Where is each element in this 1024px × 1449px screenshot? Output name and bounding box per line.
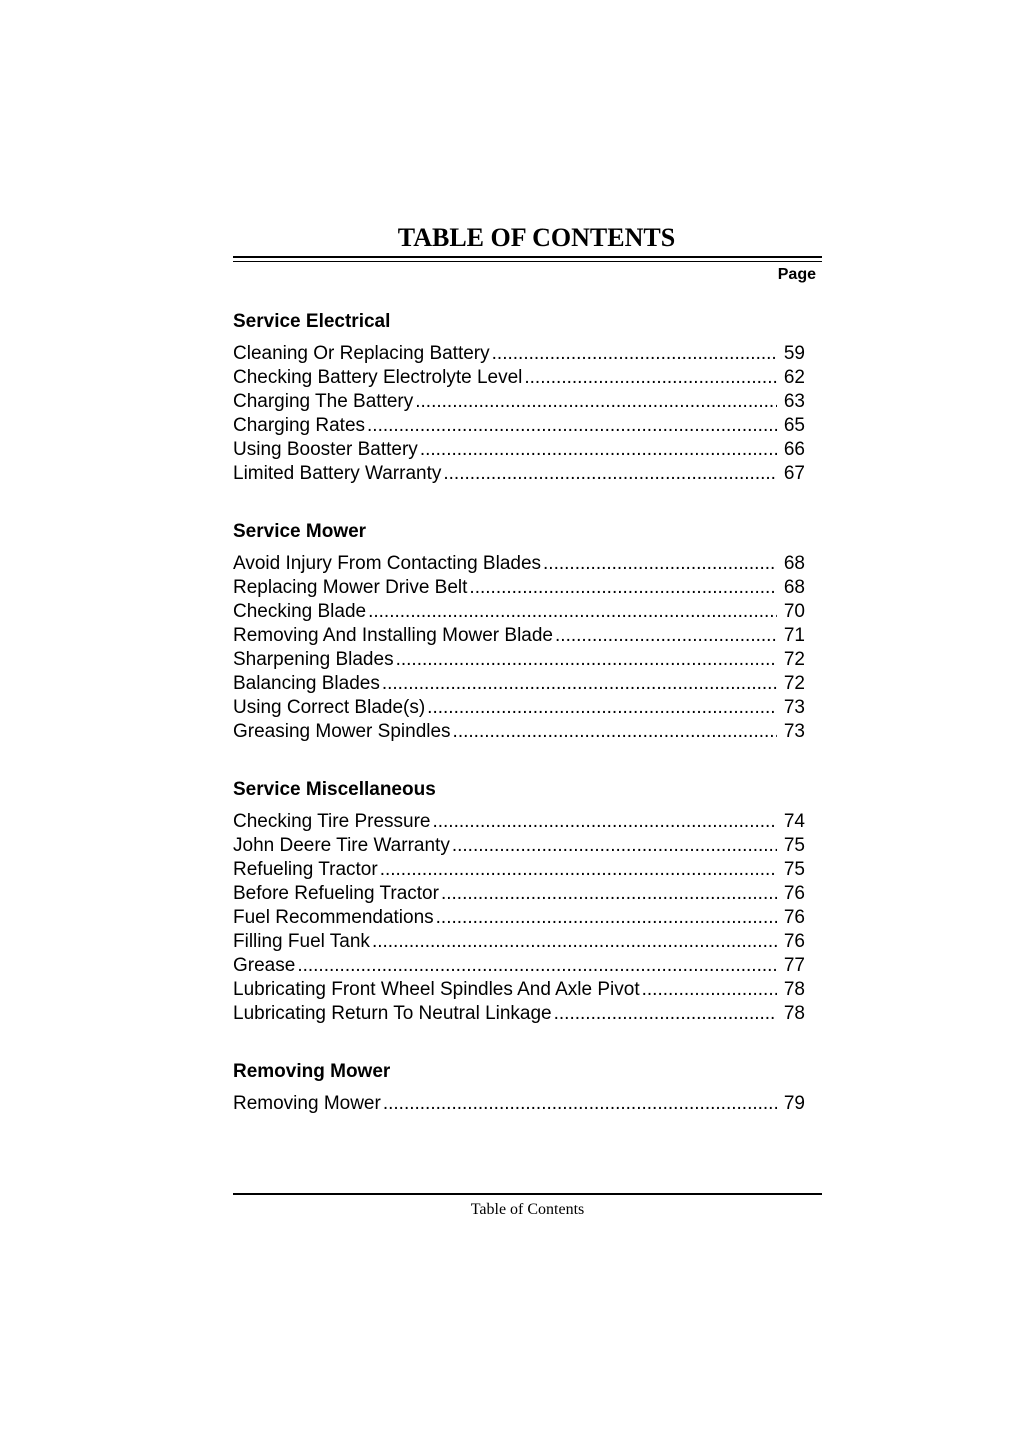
entry-page-number: 73 xyxy=(783,697,805,718)
entry-title: Fuel Recommendations xyxy=(233,907,434,928)
entry-title: Charging The Battery xyxy=(233,391,414,412)
entry-title: Checking Tire Pressure xyxy=(233,811,431,832)
entry-title: Checking Blade xyxy=(233,601,367,622)
entry-page-number: 62 xyxy=(783,367,805,388)
page-title: TABLE OF CONTENTS xyxy=(397,223,676,252)
dot-leader xyxy=(432,810,777,834)
dot-leader xyxy=(642,978,777,1002)
entry-title: Using Booster Battery xyxy=(233,439,418,460)
footer-rule xyxy=(233,1193,822,1195)
entry-list xyxy=(233,1092,805,1116)
toc-entry[interactable] xyxy=(233,696,805,720)
section-heading: Service Mower xyxy=(233,521,367,542)
toc-entry[interactable] xyxy=(233,978,805,1002)
section-service-electrical xyxy=(233,310,822,486)
entry-list xyxy=(233,342,805,486)
section-service-miscellaneous xyxy=(233,778,822,1026)
section-heading: Removing Mower xyxy=(233,1061,391,1082)
entry-page-number: 76 xyxy=(783,907,805,928)
dot-leader xyxy=(554,1002,777,1026)
entry-page-number: 77 xyxy=(783,955,805,976)
toc-entry[interactable] xyxy=(233,576,805,600)
dot-leader xyxy=(452,834,777,858)
section-heading: Service Electrical xyxy=(233,311,391,332)
toc-entry[interactable] xyxy=(233,552,805,576)
entry-page-number: 75 xyxy=(783,859,805,880)
toc-entry[interactable] xyxy=(233,1002,805,1026)
entry-title: Replacing Mower Drive Belt xyxy=(233,577,468,598)
entry-page-number: 65 xyxy=(783,415,805,436)
dot-leader xyxy=(443,462,777,486)
toc-entry[interactable] xyxy=(233,882,805,906)
dot-leader xyxy=(380,858,777,882)
entry-title: Removing And Installing Mower Blade xyxy=(233,625,554,646)
entry-page-number: 76 xyxy=(783,883,805,904)
dot-leader xyxy=(367,414,777,438)
entry-page-number: 71 xyxy=(783,625,805,646)
entry-title: Balancing Blades xyxy=(233,673,380,694)
toc-entry[interactable] xyxy=(233,858,805,882)
entry-title: Avoid Injury From Contacting Blades xyxy=(233,553,542,574)
entry-title: John Deere Tire Warranty xyxy=(233,835,450,856)
dot-leader xyxy=(382,672,777,696)
entry-page-number: 67 xyxy=(783,463,805,484)
toc-entry[interactable] xyxy=(233,462,805,486)
section-heading: Service Miscellaneous xyxy=(233,779,436,800)
entry-page-number: 70 xyxy=(783,601,805,622)
page-column-label: Page xyxy=(777,266,816,283)
entry-page-number: 78 xyxy=(783,979,805,1000)
toc-entry[interactable] xyxy=(233,810,805,834)
toc-entry[interactable] xyxy=(233,720,805,744)
dot-leader xyxy=(543,552,777,576)
dot-leader xyxy=(436,906,777,930)
entry-page-number: 66 xyxy=(783,439,805,460)
toc-entry[interactable] xyxy=(233,414,805,438)
entry-title: Removing Mower xyxy=(233,1093,381,1114)
entry-page-number: 79 xyxy=(783,1093,805,1114)
entry-page-number: 73 xyxy=(783,721,805,742)
toc-entry[interactable] xyxy=(233,672,805,696)
entry-page-number: 72 xyxy=(783,649,805,670)
entry-page-number: 75 xyxy=(783,835,805,856)
dot-leader xyxy=(555,624,777,648)
toc-entry[interactable] xyxy=(233,600,805,624)
entry-title: Sharpening Blades xyxy=(233,649,394,670)
dot-leader xyxy=(453,720,777,744)
section-removing-mower xyxy=(233,1060,822,1116)
dot-leader xyxy=(396,648,777,672)
toc-entry[interactable] xyxy=(233,342,805,366)
toc-entry[interactable] xyxy=(233,366,805,390)
toc-entry[interactable] xyxy=(233,438,805,462)
dot-leader xyxy=(441,882,777,906)
footer-label: Table of Contents xyxy=(470,1201,585,1218)
entry-page-number: 76 xyxy=(783,931,805,952)
entry-title: Checking Battery Electrolyte Level xyxy=(233,367,523,388)
entry-title: Before Refueling Tractor xyxy=(233,883,439,904)
entry-page-number: 72 xyxy=(783,673,805,694)
dot-leader xyxy=(427,696,777,720)
entry-page-number: 59 xyxy=(783,343,805,364)
dot-leader xyxy=(492,342,777,366)
dot-leader xyxy=(372,930,777,954)
title-double-rule xyxy=(233,256,822,262)
toc-entry[interactable] xyxy=(233,906,805,930)
toc-entry[interactable] xyxy=(233,648,805,672)
dot-leader xyxy=(469,576,777,600)
entry-title: Filling Fuel Tank xyxy=(233,931,370,952)
dot-leader xyxy=(524,366,777,390)
entry-page-number: 68 xyxy=(783,553,805,574)
toc-entry[interactable] xyxy=(233,834,805,858)
toc-entry[interactable] xyxy=(233,390,805,414)
toc-entry[interactable] xyxy=(233,954,805,978)
toc-entry[interactable] xyxy=(233,624,805,648)
dot-leader xyxy=(368,600,777,624)
entry-title: Using Correct Blade(s) xyxy=(233,697,426,718)
entry-list xyxy=(233,810,805,1026)
entry-page-number: 63 xyxy=(783,391,805,412)
entry-page-number: 74 xyxy=(783,811,805,832)
entry-title: Lubricating Front Wheel Spindles And Axle Pivot xyxy=(233,979,640,1000)
dot-leader xyxy=(297,954,777,978)
entry-title: Greasing Mower Spindles xyxy=(233,721,451,742)
dot-leader xyxy=(420,438,777,462)
entry-page-number: 78 xyxy=(783,1003,805,1024)
entry-title: Grease xyxy=(233,955,296,976)
entry-page-number: 68 xyxy=(783,577,805,598)
entry-title: Limited Battery Warranty xyxy=(233,463,442,484)
toc-entry[interactable] xyxy=(233,930,805,954)
entry-title: Charging Rates xyxy=(233,415,366,436)
entry-title: Lubricating Return To Neutral Linkage xyxy=(233,1003,552,1024)
section-service-mower xyxy=(233,520,822,744)
dot-leader xyxy=(383,1092,777,1116)
entry-title: Cleaning Or Replacing Battery xyxy=(233,343,490,364)
entry-list xyxy=(233,552,805,744)
toc-entry[interactable] xyxy=(233,1092,805,1116)
dot-leader xyxy=(415,390,777,414)
entry-title: Refueling Tractor xyxy=(233,859,378,880)
toc-page xyxy=(233,222,822,1116)
